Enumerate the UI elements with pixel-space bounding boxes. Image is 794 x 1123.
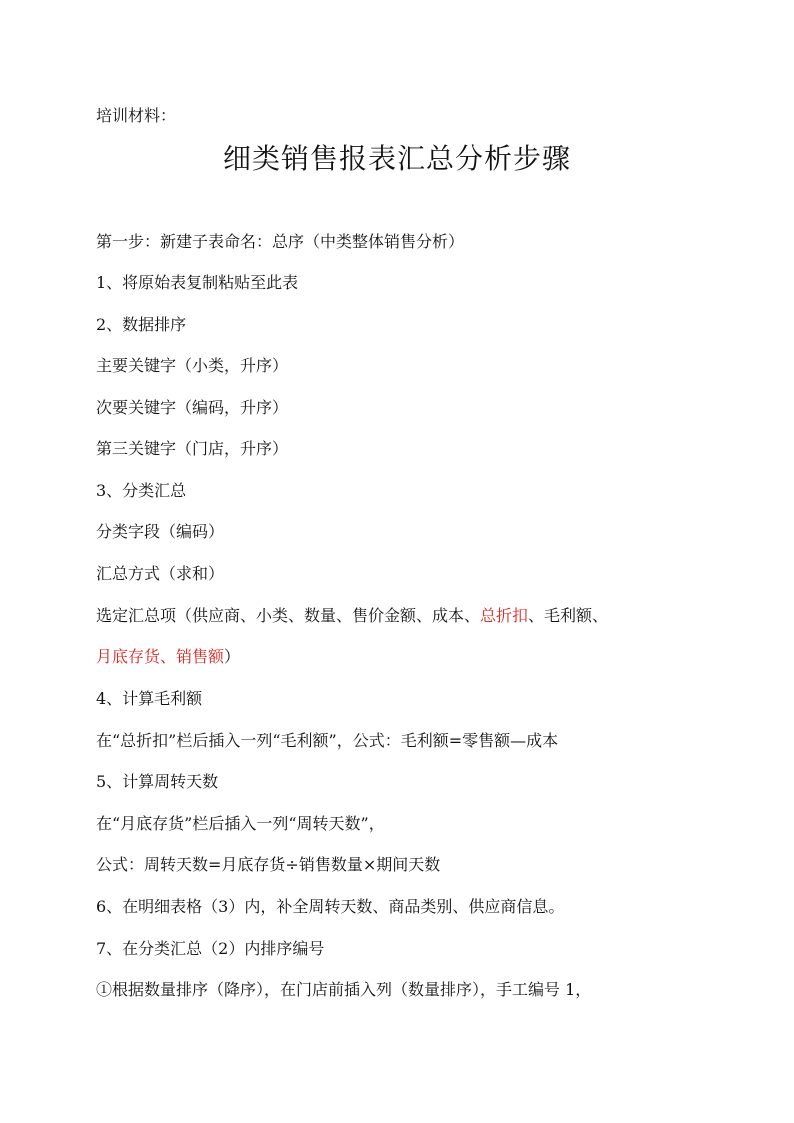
step-item-1: 1、将原始表复制粘贴至此表: [96, 273, 299, 292]
step-item-5-detail: 在“月底存货”栏后插入一列“周转天数”，: [96, 814, 385, 833]
summary-items-line: [96, 606, 608, 626]
summary-items-prefix: 选定汇总项（供应商、小类、数量、售价金额、成本、: [96, 606, 481, 625]
step-item-7-sub-1: ①根据数量排序（降序），在门店前插入列（数量排序），手工编号 1，: [96, 980, 592, 999]
sort-third-key: 第三关键字（门店，升序）: [96, 439, 289, 458]
summary-items-suffix: ）: [224, 647, 241, 666]
sort-secondary-key: 次要关键字（编码，升序）: [96, 398, 289, 417]
step-1-heading: 第一步：新建子表命名：总序（中类整体销售分析）: [96, 232, 465, 251]
step-item-3: 3、分类汇总: [96, 481, 187, 500]
step-item-2: 2、数据排序: [96, 315, 187, 334]
step-item-5: 5、计算周转天数: [96, 772, 219, 791]
step-item-5-formula: 公式：周转天数=月底存货÷销售数量×期间天数: [96, 855, 441, 874]
summary-items-line-2: [96, 647, 240, 667]
step-item-6: 6、在明细表格（3）内，补全周转天数、商品类别、供应商信息。: [96, 897, 565, 916]
summary-items-middle: 、毛利额、: [528, 606, 609, 625]
step-item-4: 4、计算毛利额: [96, 689, 203, 708]
group-field: 分类字段（编码）: [96, 522, 225, 541]
step-item-4-detail: 在“总折扣”栏后插入一列“毛利额”，公式：毛利额=零售额—成本: [96, 731, 559, 750]
summary-items-highlight-inventory-sales: 月底存货、销售额: [96, 647, 225, 666]
sort-primary-key: 主要关键字（小类，升序）: [96, 356, 289, 375]
header-label: 培训材料：: [96, 106, 177, 125]
summary-method: 汇总方式（求和）: [96, 564, 225, 583]
summary-items-highlight-discount: 总折扣: [480, 606, 529, 625]
step-item-7: 7、在分类汇总（2）内排序编号: [96, 939, 325, 958]
document-title: 细类销售报表汇总分析步骤: [222, 142, 571, 175]
